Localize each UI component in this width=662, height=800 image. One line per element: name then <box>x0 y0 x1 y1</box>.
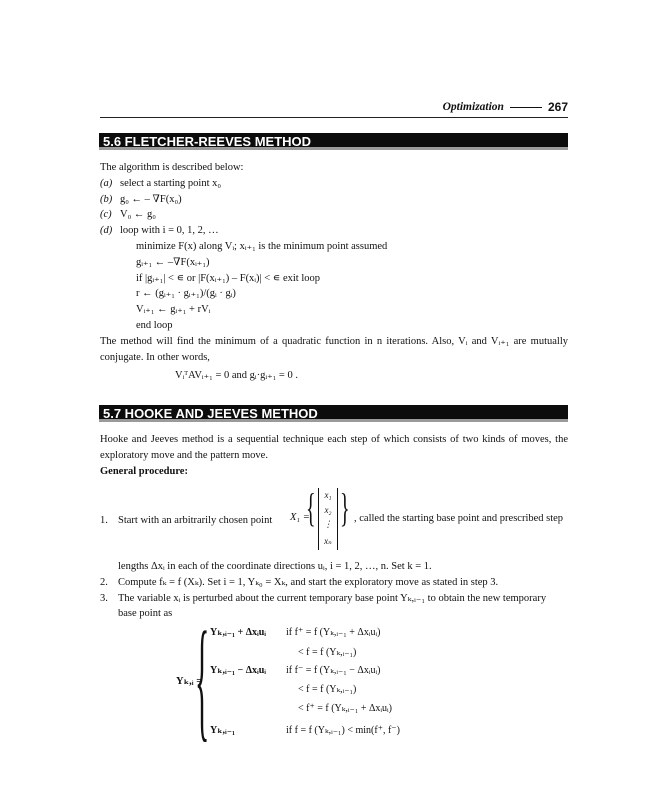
section-5-6-body <box>100 160 568 365</box>
case-value: Yₖ,ᵢ₋₁ <box>210 725 236 736</box>
step-3-line <box>100 591 568 607</box>
step-text: loop with i = 0, 1, 2, … <box>120 225 219 237</box>
case-value: Yₖ,ᵢ₋₁ + Δxᵢuᵢ <box>210 627 267 638</box>
section-5-6-heading: 5.6 FLETCHER-REEVES METHOD <box>99 133 568 150</box>
vector-entry: x₁ <box>324 490 332 500</box>
case-condition: < f⁺ = f (Yₖ,ᵢ₋₁ + Δxᵢuᵢ) <box>298 703 392 714</box>
section-5-7-intro: Hooke and Jeeves method is a sequential technique each step of which consists of two kinds of moves, the exploratory move and the pattern move. <box>100 434 568 461</box>
step-text: select a starting point x₀ <box>120 177 222 189</box>
loop-line: minimize F(x) along Vᵢ; xᵢ₊₁ is the minimum point assumed <box>136 240 388 252</box>
step-a <box>100 176 568 192</box>
step-1-lhs: X₁ = <box>290 512 310 523</box>
case-condition: if f = f (Yₖ,ᵢ₋₁) < min(f⁺, f⁻) <box>286 725 400 736</box>
step-b <box>100 192 568 208</box>
step-c <box>100 207 568 223</box>
page-number: 267 <box>547 100 568 114</box>
right-brace-icon: } <box>340 485 350 530</box>
step-text: V₀ ← g₀ <box>120 209 156 221</box>
vector-entry: ⋮ <box>323 519 333 529</box>
running-head-title: Optimization <box>442 101 504 113</box>
vector-entry: xₙ <box>324 536 332 546</box>
running-head <box>100 100 568 114</box>
vector-entry: x₂ <box>324 505 332 515</box>
step-1-text-b: , called the starting base point and prescribed step <box>354 513 564 524</box>
step-label: (b) <box>100 193 113 205</box>
base-point-vector <box>318 488 338 550</box>
step-2-text: Compute fₖ = f (Xₖ). Set i = 1, Yₖ₀ = Xₖ, and start the exploratory move as stated in step 3. <box>118 577 499 588</box>
procedure-title: General procedure: <box>100 466 188 477</box>
case-value: Yₖ,ᵢ₋₁ − Δxᵢuᵢ <box>210 665 267 676</box>
step-number: 3. <box>100 593 108 604</box>
case-condition: < f = f (Yₖ,ᵢ₋₁) <box>298 684 357 695</box>
algorithm-intro: The algorithm is described below: <box>100 162 244 173</box>
step-number: 1. <box>100 515 108 526</box>
step-3-text-a: The variable xᵢ is perturbed about the current temporary base point Yₖ,ᵢ₋₁ to obtain the new temporary <box>118 593 547 604</box>
case-condition: if f⁺ = f (Yₖ,ᵢ₋₁ + Δxᵢuᵢ) <box>286 627 381 638</box>
loop-line: Vᵢ₊₁ ← gᵢ₊₁ + rVᵢ <box>136 304 211 316</box>
case-condition: if f⁻ = f (Yₖ,ᵢ₋₁ − Δxᵢuᵢ) <box>286 665 381 676</box>
step-3-text-b: base point as <box>118 608 173 619</box>
step-number: 2. <box>100 577 108 588</box>
closing-paragraph: The method will find the minimum of a quadratic function in n iterations. Also, Vᵢ and Vᵢ₊₁ are mutually conjugate. In other words, <box>100 335 568 363</box>
loop-line: r ← (gᵢ₊₁ · gᵢ₊₁)/(gᵢ · gᵢ) <box>136 288 236 300</box>
step-1-text-c: lengths Δxᵢ in each of the coordinate directions uᵢ, i = 1, 2, …, n. Set k = 1. <box>118 561 432 572</box>
section-5-7-heading: 5.7 HOOKE AND JEEVES METHOD <box>99 405 568 422</box>
step-text: g₀ ← – ∇F(x₀) <box>120 193 182 205</box>
conjugacy-equation: VᵢᵀAVᵢ₊₁ = 0 and gᵢ·gᵢ₊₁ = 0 . <box>175 370 298 381</box>
header-rule <box>100 117 568 118</box>
cases-brace-icon: { <box>195 605 210 754</box>
step-d <box>100 223 568 239</box>
step-label: (d) <box>100 225 113 237</box>
step-label: (c) <box>100 209 112 221</box>
case-condition: < f = f (Yₖ,ᵢ₋₁) <box>298 647 357 658</box>
loop-line: if |gᵢ₊₁| < ∊ or |F(xᵢ₊₁) – F(xᵢ)| < ∊ exit loop <box>136 272 320 284</box>
loop-line: gᵢ₊₁ ← –∇F(xᵢ₊₁) <box>136 256 210 268</box>
left-brace-icon: { <box>306 485 316 530</box>
step-label: (a) <box>100 177 113 189</box>
running-head-rule <box>510 107 542 108</box>
step-1-text-a: Start with an arbitrarily chosen point <box>118 515 273 526</box>
cases-lhs: Yₖ,ᵢ = <box>176 676 203 687</box>
step-2-line <box>100 575 568 591</box>
loop-line: end loop <box>136 319 173 331</box>
